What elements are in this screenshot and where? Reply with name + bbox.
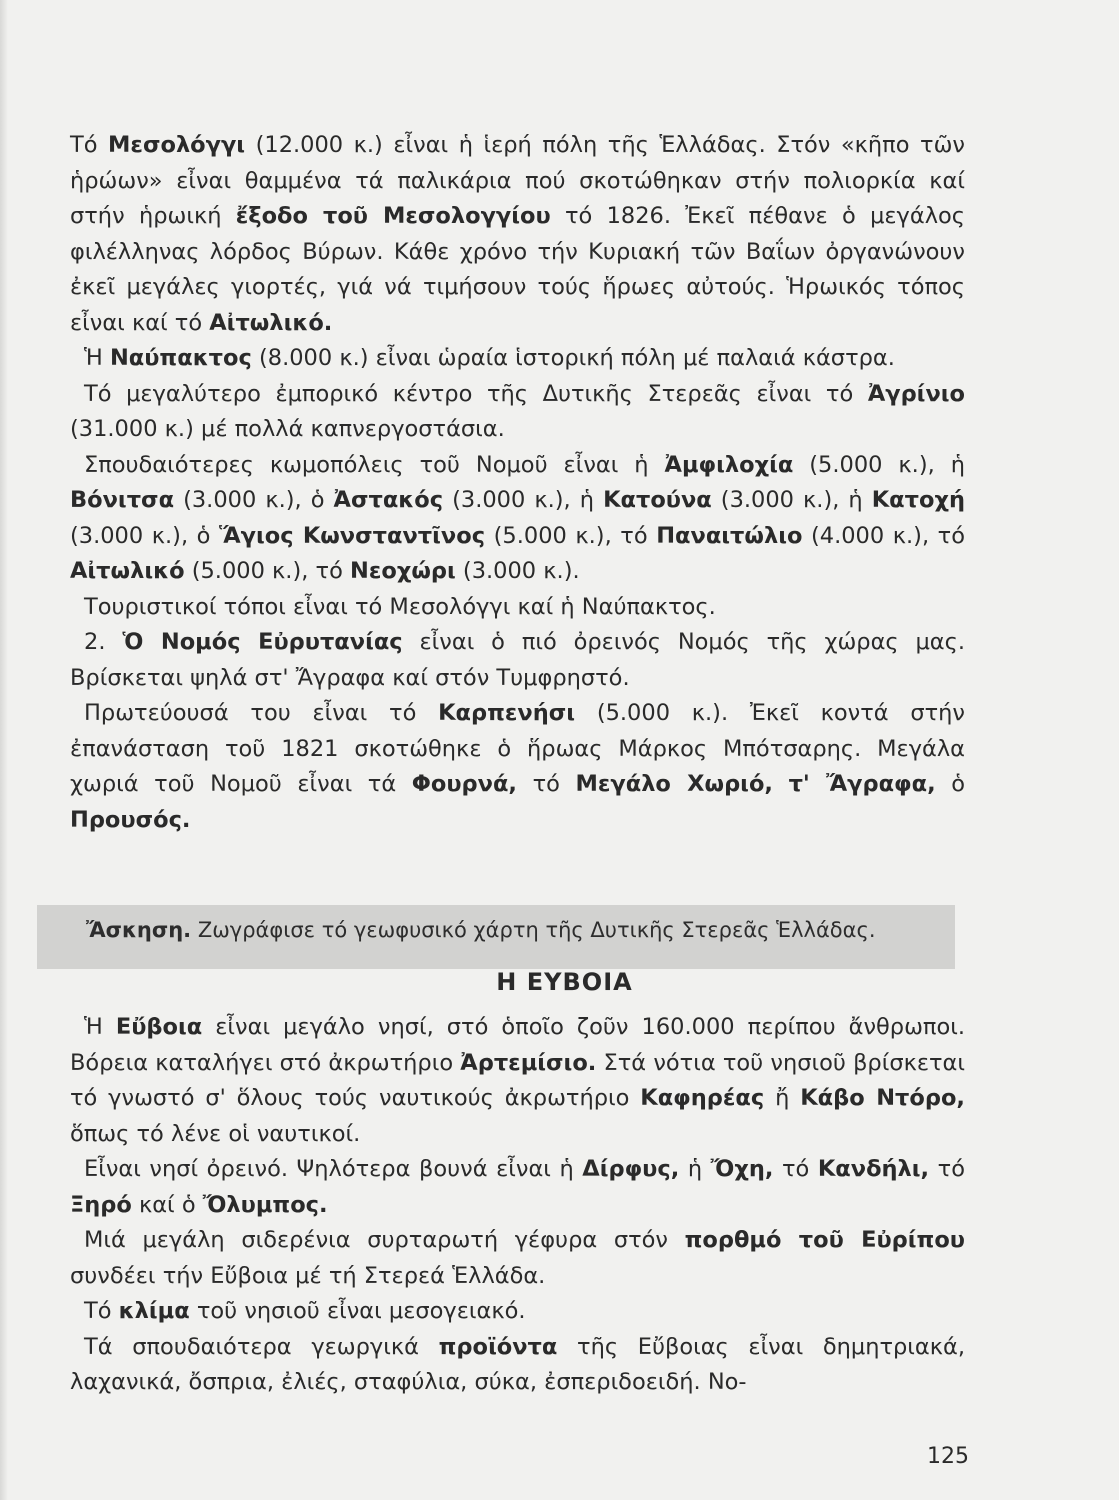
text-run: Τουριστικοί τόποι εἶναι τό Μεσολόγγι καί ἡ Ναύπακτος. xyxy=(84,593,716,620)
bold-term: Ἀρτεμίσιο. xyxy=(460,1049,597,1076)
text-run: καί ὁ xyxy=(131,1191,203,1218)
paragraph-mesolongi xyxy=(70,128,965,341)
bold-term: Προυσός. xyxy=(70,806,191,833)
bold-term: Βόνιτσα xyxy=(70,487,175,513)
bold-term: Καρπενήσι xyxy=(438,700,576,726)
bold-term: προϊόντα xyxy=(438,1333,558,1360)
text-run xyxy=(773,771,789,797)
paragraph-evrytania xyxy=(70,625,965,696)
paragraph-touristikoi xyxy=(70,590,965,626)
text-section-evia xyxy=(70,1010,965,1401)
text-run: συνδέει τήν Εὔβοια μέ τή Στερεά Ἑλλάδα. xyxy=(70,1262,546,1289)
bold-term: Ὄλυμπος. xyxy=(202,1191,328,1218)
bold-term: Κατούνα xyxy=(603,487,712,513)
paragraph-agrinio xyxy=(70,377,965,448)
bold-term: Κατοχή xyxy=(871,487,965,513)
text-run: (5.000 κ.), τό xyxy=(184,558,351,584)
paragraph-evia-bridge xyxy=(70,1223,965,1294)
text-run: Ἡ xyxy=(84,345,110,371)
paragraph-komopoleis xyxy=(70,448,965,590)
bold-term: Ναύπακτος xyxy=(109,345,252,371)
bold-term: Ὁ Νομός Εὐρυτανίας xyxy=(122,629,403,655)
page-number: 125 xyxy=(927,1444,969,1469)
text-run: (8.000 κ.) εἶναι ὡραία ἱστορική πόλη μέ παλαιά κάστρα. xyxy=(251,345,895,371)
bold-term: πορθμό τοῦ Εὐρίπου xyxy=(684,1227,965,1253)
bold-term: Αἰτωλικό. xyxy=(209,309,333,336)
text-run: Ἡ xyxy=(84,1014,116,1040)
text-run: τό 1826. Ἐκεῖ πέθανε ὁ μεγάλος φιλέλληνας λόρδος Βύρων. Κάθε χρόνο τήν Κυριακή τῶν Βαΐων ὀργανώνουν ἐκεῖ μεγάλες γιορτές, γιά νά τιμήσουν τούς ἥρωες αὐτούς. Ἡρωικός τόπος εἶναι καί τό xyxy=(70,203,965,336)
text-run: Τό xyxy=(70,132,109,158)
paragraph-karpenisi xyxy=(70,696,965,838)
paragraph-evia-products xyxy=(70,1330,965,1401)
text-run: (31.000 κ.) μέ πολλά καπνεργοστάσια. xyxy=(70,416,505,442)
bold-term: Ἀγρίνιο xyxy=(867,380,965,407)
text-run: τό xyxy=(773,1156,818,1182)
text-run: Μιά μεγάλη σιδερένια συρταρωτή γέφυρα στόν xyxy=(84,1227,685,1253)
text-run: Εἶναι νησί ὀρεινό. Ψηλότερα βουνά εἶναι ἡ xyxy=(84,1156,583,1182)
bold-term: Καφηρέας xyxy=(640,1085,765,1111)
text-run: (3.000 κ.), ὁ xyxy=(70,522,220,549)
bold-term: Μεσολόγγι xyxy=(108,132,246,158)
bold-term: Μεγάλο Χωριό, xyxy=(575,771,773,797)
bold-term: Δίρφυς, xyxy=(582,1156,680,1182)
bold-term: κλίμα xyxy=(118,1298,190,1324)
bold-term: ἔξοδο τοῦ Μεσολογγίου xyxy=(235,203,551,229)
text-run: (5.000 κ.). Ἐκεῖ κοντά στήν ἐπανάσταση τοῦ 1821 σκοτώθηκε ὁ ἥρωας Μάρκος Μπότσαρης. Μεγάλα χωριά τοῦ Νομοῦ εἶναι τά xyxy=(70,700,965,797)
text-run: ἡ xyxy=(679,1156,711,1182)
bold-term: Ὄχη, xyxy=(710,1156,774,1182)
text-run: τό xyxy=(516,771,576,797)
text-run: ὁ xyxy=(935,771,966,797)
text-run: Στά νότια τοῦ νησιοῦ βρίσκεται τό γνωστό σ' ὅλους τούς ναυτικούς ἀκρωτήριο xyxy=(70,1049,965,1111)
bold-term: Ξηρό xyxy=(70,1191,132,1218)
bold-term: Κάβο Ντόρο, xyxy=(800,1085,965,1111)
bold-term: Αἰτωλικό xyxy=(70,558,185,584)
paragraph-evia-intro xyxy=(70,1010,965,1152)
text-run: (3.000 κ.), ἡ xyxy=(443,487,604,513)
page-edge xyxy=(0,0,8,1500)
paragraph-nafpaktos xyxy=(70,341,965,377)
exercise-body: Ζωγράφισε τό γεωφυσικό χάρτη τῆς Δυτικῆς Στερεᾶς Ἑλλάδας. xyxy=(191,918,876,942)
text-run: (12.000 κ.) εἶναι ἡ ἱερή πόλη τῆς Ἑλλάδας. Στόν «κῆπο τῶν ἡρώων» εἶναι θαμμένα τά παλικάρια πού σκοτώθηκαν στήν πολιορκία καί στήν ἡρωική xyxy=(70,132,965,229)
bold-term: Ἀστακός xyxy=(333,487,444,513)
bold-term: Φουρνά, xyxy=(411,771,517,797)
text-section-aitoloakarnania xyxy=(70,128,965,838)
bold-term: Νεοχώρι xyxy=(350,558,456,584)
text-run: (3.000 κ.), ὁ xyxy=(174,487,334,513)
paragraph-evia-climate xyxy=(70,1294,965,1330)
text-run: εἶναι ὁ πιό ὀρεινός Νομός τῆς χώρας μας. Βρίσκεται ψηλά στ' Ἄγραφα καί στόν Τυμφρηστό. xyxy=(70,629,966,691)
text-run: (3.000 κ.), ἡ xyxy=(711,487,872,513)
heading-evia: Η ΕΥΒΟΙΑ xyxy=(496,968,633,996)
bold-term: Ἅγιος Κωνσταντῖνος xyxy=(219,522,486,549)
bold-term: Εὔβοια xyxy=(115,1014,203,1040)
exercise-label: Ἄσκηση. xyxy=(86,918,192,942)
text-run: ἤ xyxy=(764,1085,801,1111)
text-run: (5.000 κ.), ἡ xyxy=(793,451,965,478)
text-run: τῆς Εὔβοιας εἶναι δημητριακά, λαχανικά, ὄσπρια, ἐλιές, σταφύλια, σύκα, ἐσπεριδοειδή. Νο- xyxy=(70,1333,965,1395)
exercise-text xyxy=(86,915,876,945)
paragraph-evia-mountains xyxy=(70,1152,965,1223)
text-run: Σπουδαιότερες κωμοπόλεις τοῦ Νομοῦ εἶναι ἡ xyxy=(84,451,665,478)
text-run: (4.000 κ.), τό xyxy=(802,522,965,549)
bold-term: Ἀμφιλοχία xyxy=(664,451,794,478)
text-run: Τό xyxy=(84,1298,119,1324)
text-run: 2. xyxy=(84,629,123,655)
text-run: Πρωτεύουσά του εἶναι τό xyxy=(84,700,439,726)
bold-term: Κανδήλι, xyxy=(817,1156,930,1182)
bold-term: Παναιτώλιο xyxy=(656,522,803,549)
text-run: εἶναι μεγάλο νησί, στό ὁποῖο ζοῦν 160.000 περίπου ἄνθρωποι. Βόρεια καταλήγει στό ἀκρωτήριο xyxy=(70,1014,966,1076)
text-run: ὅπως τό λένε οἱ ναυτικοί. xyxy=(70,1120,361,1147)
text-run: Τά σπουδαιότερα γεωργικά xyxy=(84,1333,439,1360)
bold-term: τ' Ἄγραφα, xyxy=(788,771,936,797)
text-run: τό xyxy=(929,1156,965,1182)
text-run: Τό μεγαλύτερο ἐμπορικό κέντρο τῆς Δυτικῆς Στερεᾶς εἶναι τό xyxy=(84,380,868,407)
text-run: τοῦ νησιοῦ εἶναι μεσογειακό. xyxy=(189,1298,526,1324)
text-run: (3.000 κ.). xyxy=(455,558,580,584)
text-run: (5.000 κ.), τό xyxy=(485,522,657,549)
